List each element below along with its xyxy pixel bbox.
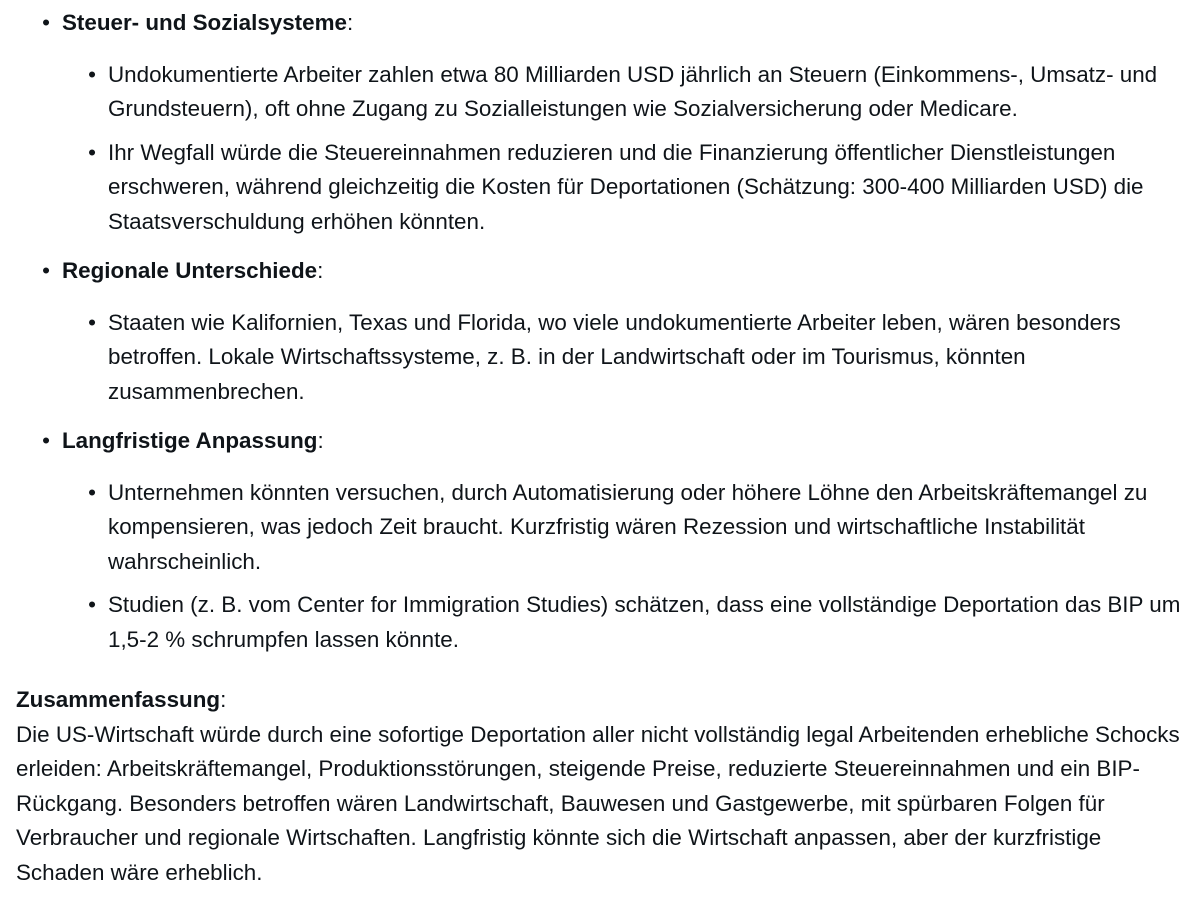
- summary: [16, 683, 1184, 890]
- section-tax-social: [16, 6, 1184, 239]
- bullet-icon: •: [88, 479, 96, 505]
- section-heading: Regionale Unterschiede:: [62, 258, 324, 283]
- list-item: • Unternehmen könnten versuchen, durch Automatisierung oder höhere Löhne den Arbeitskräftemangel zu kompensieren, was jedoch Zeit braucht. Kurzfristig wären Rezession und wirtschaftliche Instabilität wahrscheinlich.: [62, 476, 1184, 580]
- sub-list: [62, 58, 1184, 240]
- section-regional: [16, 254, 1184, 409]
- section-heading: Steuer- und Sozialsysteme:: [62, 10, 354, 35]
- bullet-icon: •: [42, 10, 50, 35]
- sub-list: [62, 476, 1184, 658]
- section-long-term: [16, 424, 1184, 657]
- summary-text: Die US-Wirtschaft würde durch eine sofortige Deportation aller nicht vollständig legal Arbeitenden erhebliche Schocks erleiden: Arbeitskräftemangel, Produktionsstörungen, steigende Preise, reduzierte Steuereinnahmen und ein BIP-Rückgang. Besonders betroffen wären Landwirtschaft, Bauwesen und Gastgewerbe, mit spürbaren Folgen für Verbraucher und regionale Wirtschaften. Langfristig könnte sich die Wirtschaft anpassen, aber der kurzfristige Schaden wäre erheblich.: [16, 721, 1180, 885]
- list-item: • Undokumentierte Arbeiter zahlen etwa 80 Milliarden USD jährlich an Steuern (Einkommens-, Umsatz- und Grundsteuern), oft ohne Zugang zu Sozialleistungen wie Sozialversicherung oder Medicare.: [62, 58, 1184, 127]
- list-item: • Studien (z. B. vom Center for Immigration Studies) schätzen, dass eine vollständige Deportation das BIP um 1,5-2 % schrumpfen lassen könnte.: [62, 588, 1184, 657]
- section-list: [16, 6, 1184, 657]
- summary-heading: Zusammenfassung:: [16, 687, 227, 712]
- sub-list: [62, 306, 1184, 410]
- bullet-icon: •: [42, 428, 50, 453]
- bullet-icon: •: [88, 592, 96, 617]
- section-heading: Langfristige Anpassung:: [62, 428, 324, 453]
- bullet-icon: •: [88, 139, 96, 165]
- bullet-icon: •: [88, 309, 96, 335]
- list-item: • Ihr Wegfall würde die Steuereinnahmen reduzieren und die Finanzierung öffentlicher Dienstleistungen erschweren, während gleichzeitig die Kosten für Deportationen (Schätzung: 300-400 Milliarden USD) die Staatsverschuldung erhöhen könnten.: [62, 136, 1184, 240]
- bullet-icon: •: [88, 61, 96, 87]
- list-item: • Staaten wie Kalifornien, Texas und Florida, wo viele undokumentierte Arbeiter leben, wären besonders betroffen. Lokale Wirtschaftssysteme, z. B. in der Landwirtschaft oder im Tourismus, könnten zusammenbrechen.: [62, 306, 1184, 410]
- bullet-icon: •: [42, 258, 50, 283]
